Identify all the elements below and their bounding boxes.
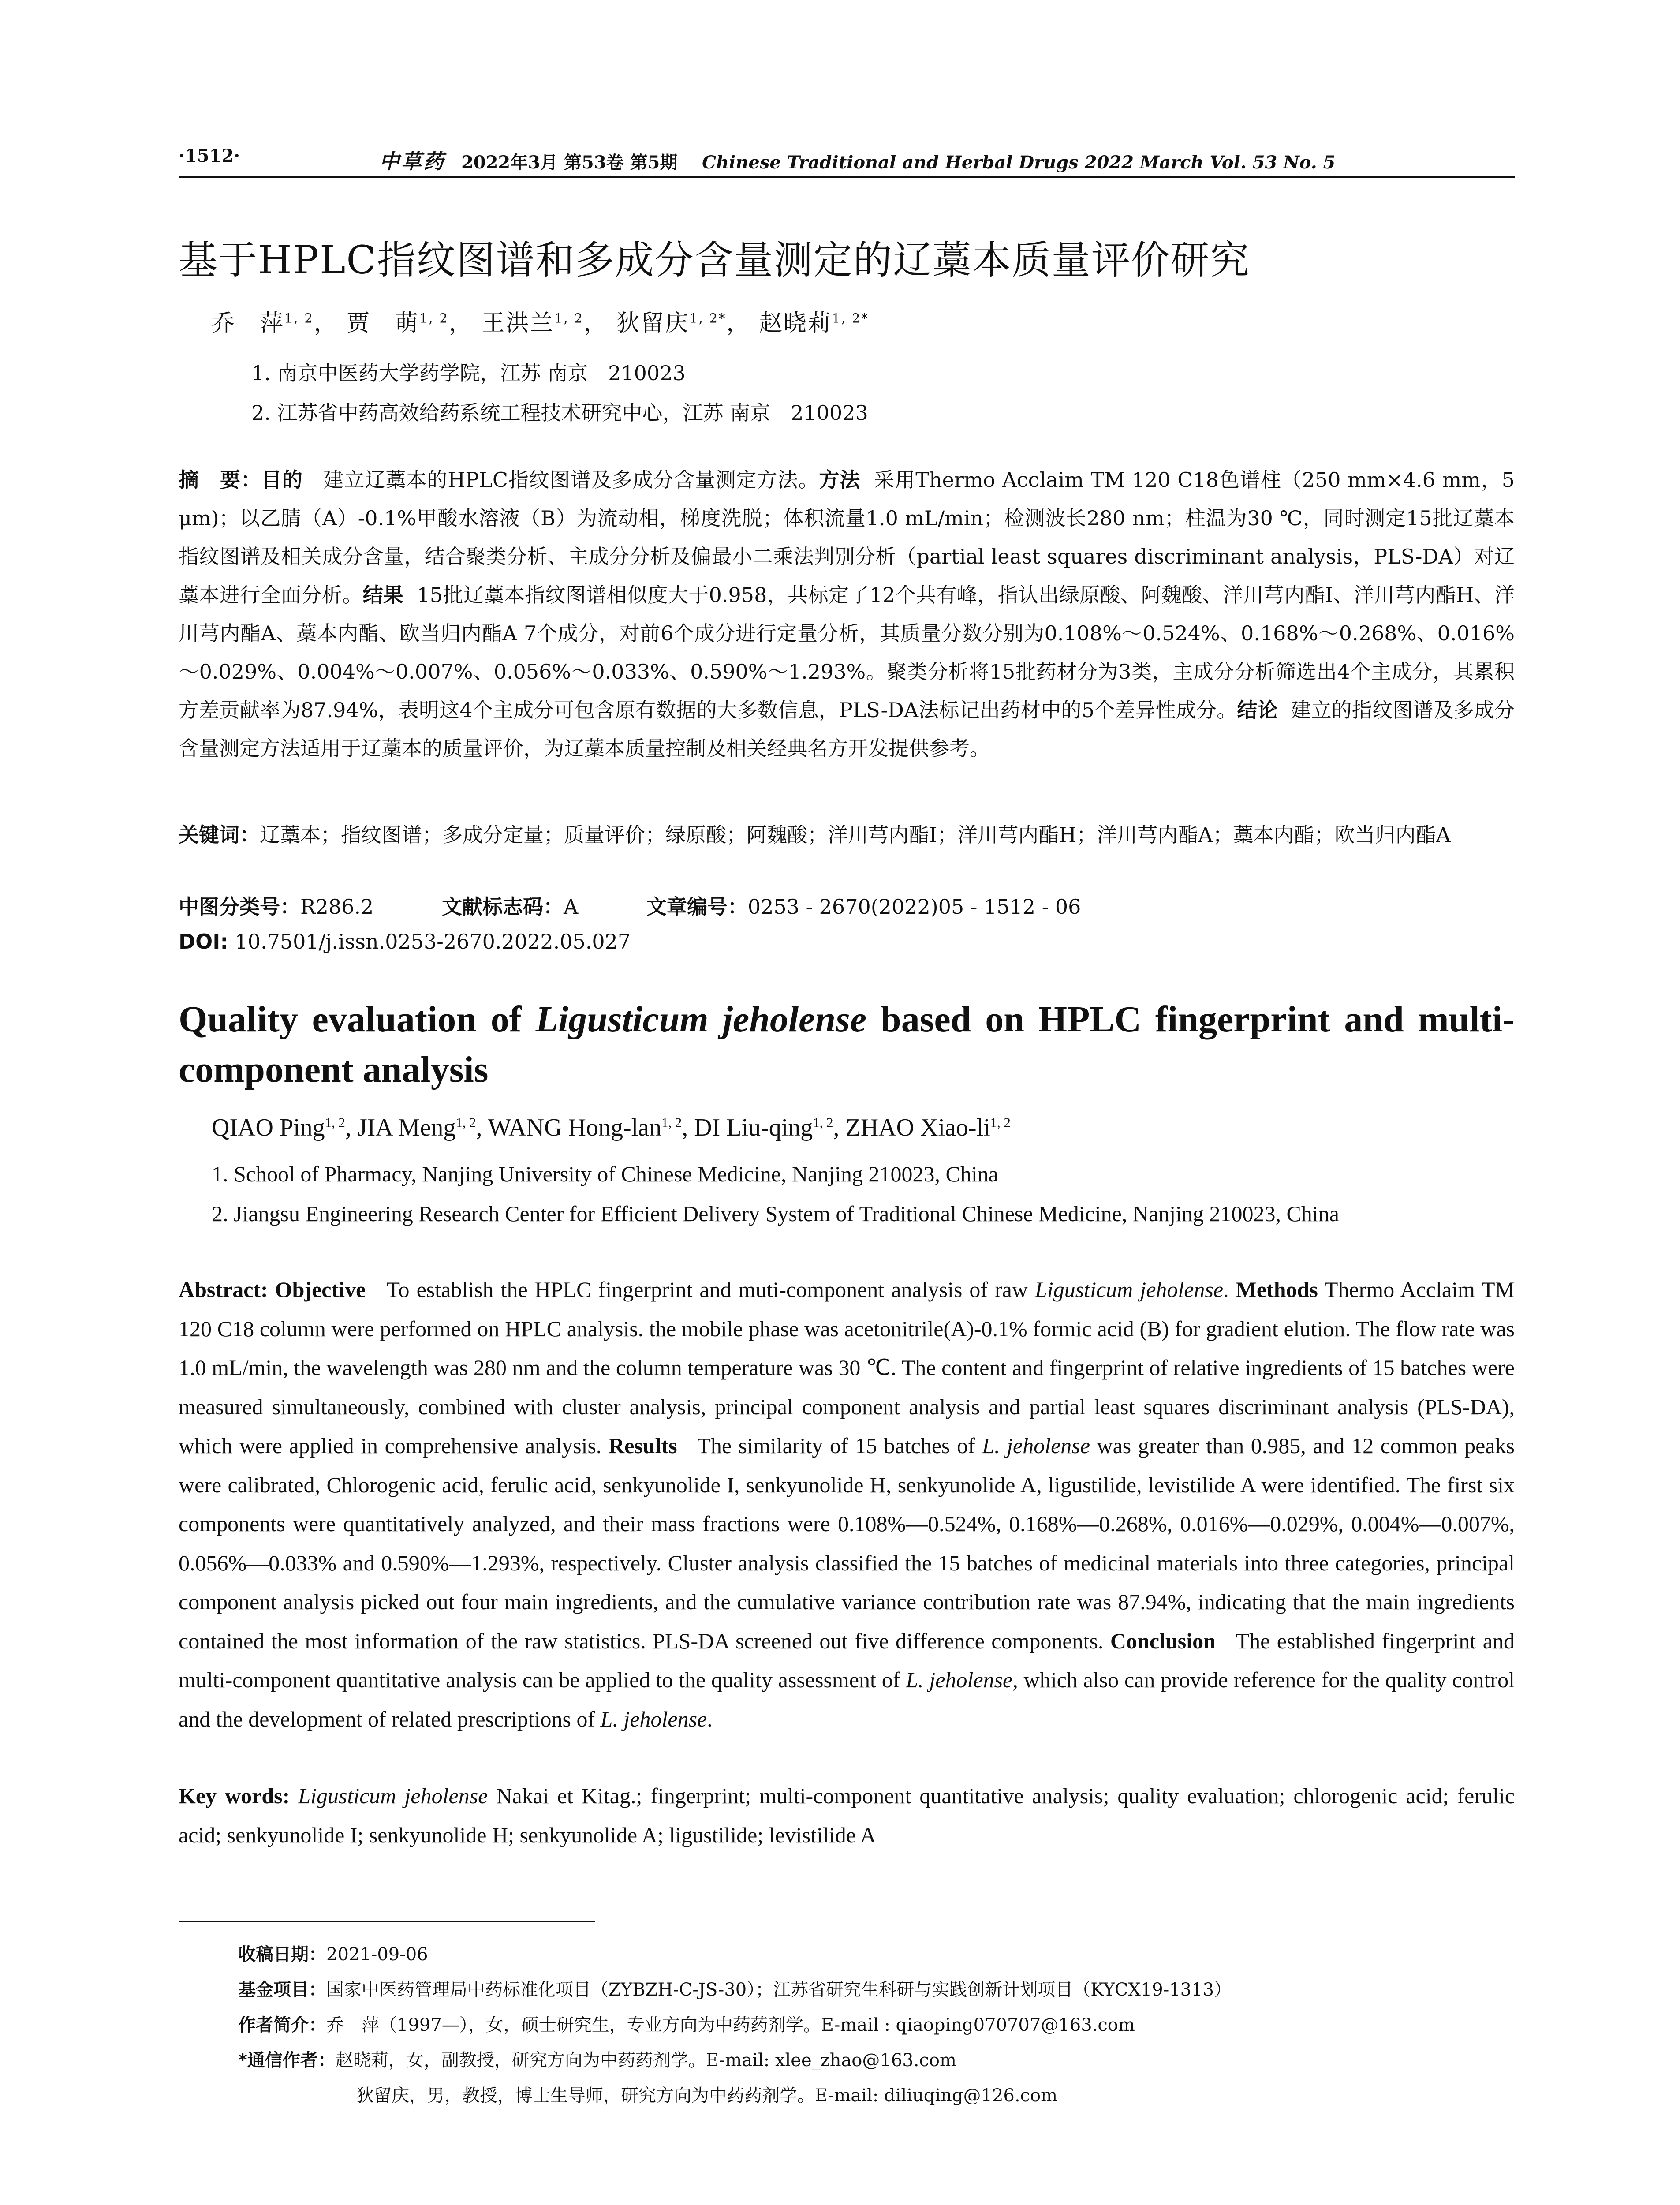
footnote-author-bio: 作者简介：乔 萍（1997—），女，硕士研究生，专业方向为中药药剂学。E-mail : qiaoping070707@163.com (238, 2015, 1135, 2035)
clc-value: R286.2 (300, 895, 374, 919)
en-keywords-text: Nakai et Kitag.; fingerprint; multi-component quantitative analysis; quality evaluation; chlorogenic acid; ferulic acid; senkyunolide I; senkyunolide H; senkyunolide A; ligustilide; levistilide A (179, 1783, 1515, 1847)
page-number: ·1512· (179, 146, 240, 166)
cn-methods-label: 方法 (819, 468, 861, 492)
classification-line (179, 891, 1142, 920)
journal-header-info (379, 146, 1335, 175)
cn-affiliation-2: 2. 江苏省中药高效给药系统工程技术研究中心，江苏 南京 210023 (251, 401, 868, 425)
en-title: Quality evaluation of Ligusticum jeholense based on HPLC fingerprint and multi-component analysis (179, 999, 1515, 1090)
cn-abstract-label: 摘 要： (179, 468, 261, 492)
en-affiliation-1: 1. School of Pharmacy, Nanjing University of Chinese Medicine, Nanjing 210023, China (212, 1162, 998, 1186)
doi-label: DOI: (179, 930, 228, 953)
en-abstract-label: Abstract: (179, 1277, 268, 1302)
en-keywords (179, 1776, 1515, 1854)
en-title-species: Ligusticum jeholense (535, 999, 867, 1040)
en-keywords-label: Key words: (179, 1783, 290, 1808)
cn-results-label: 结果 (362, 583, 404, 607)
doi-line (179, 930, 631, 953)
en-methods-label: Methods (1236, 1277, 1318, 1302)
clc-label: 中图分类号： (179, 895, 300, 919)
footnote-received: 收稿日期：2021-09-06 (238, 1944, 428, 1965)
cn-title: 基于HPLC指纹图谱和多成分含量测定的辽藁本质量评价研究 (179, 237, 1250, 283)
cn-author: 狄留庆$^{1, 2*}$ (616, 310, 727, 336)
doi-link[interactable]: 10.7501/j.issn.0253-2670.2022.05.027 (235, 930, 631, 953)
cn-author: 贾 萌$^{1, 2}$ (347, 310, 449, 336)
running-header (179, 146, 1515, 172)
journal-en: Chinese Traditional and Herbal Drugs 2022 March Vol. 53 No. 5 (702, 152, 1336, 173)
en-author: QIAO Ping$^{1, 2}$ (212, 1114, 345, 1141)
header-rule (179, 176, 1515, 178)
cn-objective-label: 目的 (261, 468, 303, 492)
footnote-corresponding-1: *通信作者：赵晓莉，女，副教授，研究方向为中药药剂学。E-mail: xlee_zhao@163.com (238, 2050, 956, 2070)
cn-keywords-label: 关键词： (179, 823, 260, 847)
en-author: JIA Meng$^{1, 2}$ (357, 1114, 476, 1141)
article-no-label: 文章编号： (646, 895, 748, 919)
en-author: ZHAO Xiao-li$^{1, 2}$ (845, 1114, 1011, 1141)
issue-cn: 2022年3月 第53卷 第5期 (461, 152, 678, 173)
en-abstract: Abstract: Objective To establish the HPLC fingerprint and muti-component analysis of raw Ligusticum jeholense. Methods Thermo Acclaim TM 120 C18 column were performed on HPLC analysis. the mobile phase was acetonitrile(A)-0.1% formic acid (B) for gradient elution. The flow rate was 1.0 mL/min, the wavelength was 280 nm and the column temperature was 30 ℃. The content and fingerprint of relative ingredients of 15 batches were measured simultaneously, combined with cluster analysis, principal component analysis and partial least squares discriminant analysis (PLS-DA), which were applied in comprehensive analysis. Results The similarity of 15 batches of L. jeholense was greater than 0.985, and 12 common peaks were calibrated, Chlorogenic acid, ferulic acid, senkyunolide I, senkyunolide H, senkyunolide A, ligustilide, levistilide A were identified. The first six components were quantitatively analyzed, and their mass fractions were 0.108%—0.524%, 0.168%—0.268%, 0.016%—0.029%, 0.004%—0.007%, 0.056%—0.033% and 0.590%—1.293%, respectively. Cluster analysis classified the 15 batches of medicinal materials into three categories, principal component analysis picked out four main ingredients, and the cumulative variance contribution rate was 87.94%, indicating that the main ingredients contained the most information of the raw statistics. PLS-DA screened out five difference components. Conclusion The established fingerprint and multi-component quantitative analysis can be applied to the quality assessment of L. jeholense, which also can provide reference for the quality control and the development of related prescriptions of L. jeholense. (179, 1277, 1515, 1731)
cn-methods: 采用Thermo Acclaim TM 120 C18色谱柱（250 mm×4.6 mm，5 μm)；以乙腈（A）-0.1%甲酸水溶液（B）为流动相，梯度洗脱；体积流量1.0 mL/min；检测波长280 nm；柱温为30 ℃，同时测定15批辽藁本指纹图谱及相关成分含量，结合聚类分析、主成分分析及偏最小二乘法判别分析（partial least squares discriminant analysis，PLS-DA）对辽藁本进行全面分析。 (179, 468, 1515, 607)
cn-results: 15批辽藁本指纹图谱相似度大于0.958，共标定了12个共有峰，指认出绿原酸、阿魏酸、洋川芎内酯I、洋川芎内酯H、洋川芎内酯A、藁本内酯、欧当归内酯A 7个成分，对前6个成分进行定量分析，其质量分数分别为0.108%～0.524%、0.168%～0.268%、0.016%～0.029%、0.004%～0.007%、0.056%～0.033%、0.590%～1.293%。聚类分析将15批药材分为3类，主成分分析筛选出4个主成分，其累积方差贡献率为87.94%，表明这4个主成分可包含原有数据的大多数信息，PLS-DA法标记出药材中的5个差异性成分。 (179, 583, 1515, 722)
en-conclusion-label: Conclusion (1110, 1628, 1216, 1653)
footnote-rule (179, 1921, 595, 1922)
en-author: DI Liu-qing$^{1, 2}$ (694, 1114, 833, 1141)
doc-code-label: 文献标志码： (441, 895, 564, 919)
en-objective-label: Objective (275, 1277, 366, 1302)
en-affiliation-2: 2. Jiangsu Engineering Research Center for Efficient Delivery System of Traditional Chinese Medicine, Nanjing 210023, China (212, 1201, 1339, 1226)
cn-abstract (179, 461, 1515, 768)
cn-author: 赵晓莉$^{1, 2*}$ (759, 310, 869, 336)
en-authors: QIAO Ping$^{1, 2}$, JIA Meng$^{1, 2}$, WANG Hong-lan$^{1, 2}$, DI Liu-qing$^{1, 2}$, ZHAO Xiao-li$^{1, 2}$ (212, 1114, 1011, 1141)
cn-conclusion: 建立的指纹图谱及多成分含量测定方法适用于辽藁本的质量评价，为辽藁本质量控制及相关经典名方开发提供参考。 (179, 698, 1515, 760)
article-no-value: 0253 - 2670(2022)05 - 1512 - 06 (747, 895, 1081, 919)
cn-objective: 建立辽藁本的HPLC指纹图谱及多成分含量测定方法。 (323, 468, 819, 492)
footnote-fund: 基金项目：国家中医药管理局中药标准化项目（ZYBZH-C-JS-30）；江苏省研究生科研与实践创新计划项目（KYCX19-1313） (238, 1980, 1232, 2000)
en-methods: Thermo Acclaim TM 120 C18 column were performed on HPLC analysis. the mobile phase was acetonitrile(A)-0.1% formic acid (B) for gradient elution. The flow rate was 1.0 mL/min, the wavelength was 280 nm and the column temperature was 30 ℃. The content and fingerprint of relative ingredients of 15 batches were measured simultaneously, combined with cluster analysis, principal component analysis and partial least squares discriminant analysis (PLS-DA), which were applied in comprehensive analysis. (179, 1277, 1515, 1458)
cn-keywords-text: 辽藁本；指纹图谱；多成分定量；质量评价；绿原酸；阿魏酸；洋川芎内酯I；洋川芎内酯H；洋川芎内酯A；藁本内酯；欧当归内酯A (260, 823, 1451, 847)
cn-authors: 乔 萍$^{1, 2}$， 贾 萌$^{1, 2}$， 王洪兰$^{1, 2}$， 狄留庆$^{1, 2*}$， 赵晓莉$^{1, 2*}$ (212, 310, 869, 336)
cn-keywords (179, 816, 1515, 854)
journal-logo: 中草药 (379, 149, 445, 173)
doc-code-value: A (563, 895, 579, 919)
en-keywords-species: Ligusticum jeholense (298, 1783, 488, 1808)
cn-affiliation-1: 1. 南京中医药大学药学院，江苏 南京 210023 (251, 361, 686, 385)
en-author: WANG Hong-lan$^{1, 2}$ (488, 1114, 682, 1141)
cn-author: 乔 萍$^{1, 2}$ (212, 310, 314, 336)
cn-author: 王洪兰$^{1, 2}$ (482, 310, 584, 336)
footnote-corresponding-2: 狄留庆，男，教授，博士生导师，研究方向为中药药剂学。E-mail: diliuqing@126.com (356, 2085, 1057, 2106)
cn-conclusion-label: 结论 (1237, 698, 1278, 722)
en-results-label: Results (608, 1433, 677, 1458)
